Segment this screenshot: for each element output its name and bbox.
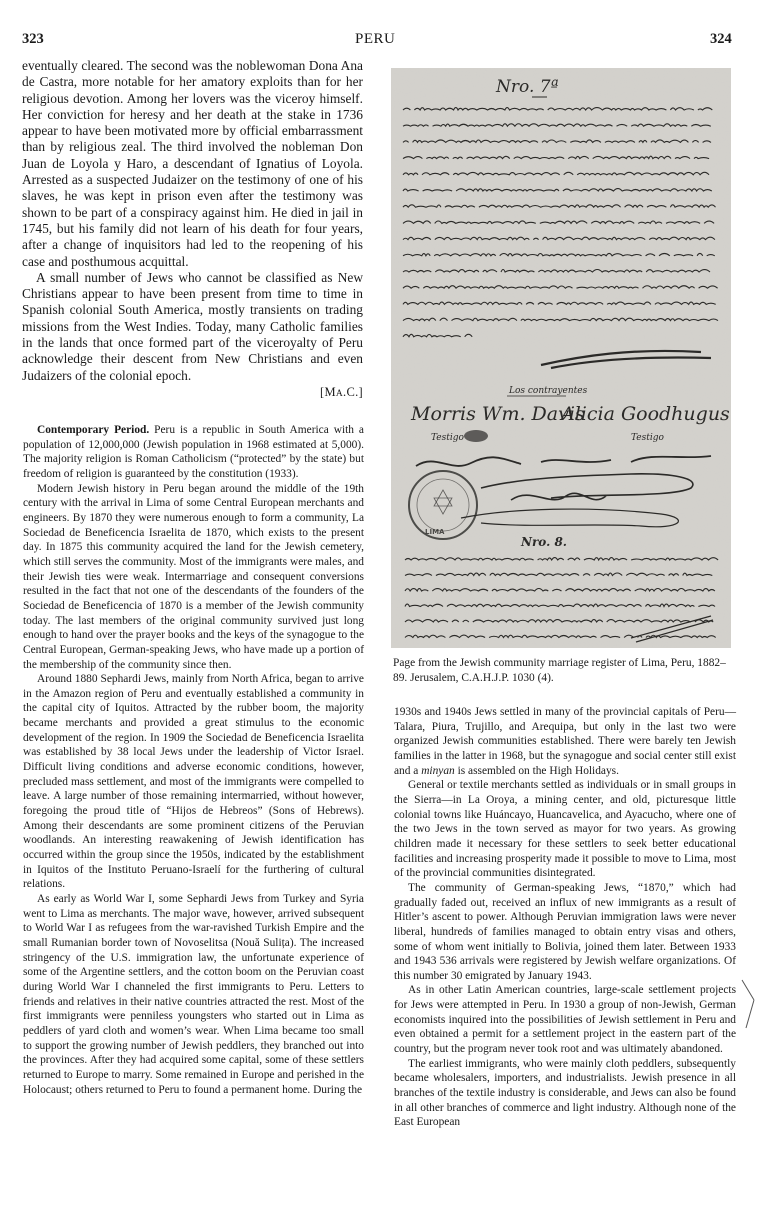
signature-open: [M: [319, 384, 336, 399]
paragraph: The community of German-speaking Jews, “1870,” which had gradually faded out, received an influx of new immigrants as a result of Hitler’s ascent to power. Although Peruvian immigration laws were never liberal, hundreds of families managed to obtain entry visas and others, some of whom went initially to Bolivia, joined them later. Between 1933 and 1943 536 arrivals were registered by Jewish welfare organizations. Of this number 30 emigrated by January 1943.: [394, 881, 736, 982]
right-column: [394, 705, 736, 1130]
left-column-lower: [23, 423, 364, 1097]
page-number-right: 324: [710, 31, 732, 47]
paragraph: The earliest immigrants, who were mainly cloth peddlers, subsequently became wholesalers, importers, and industrialists. Jewish presence in all branches of the textile industry is considerable, and Jews can also be found in all other branches of commerce and light industry. Although none of the East European: [394, 1057, 736, 1129]
figure-caption: Page from the Jewish community marriage register of Lima, Peru, 1882–89. Jerusalem, C.A.H.J.P. 1030 (4).: [393, 657, 726, 684]
paragraph-contemporary-period: [23, 423, 364, 482]
signature-bride: Alicia Goodhugus: [561, 403, 730, 425]
manuscript-heading-1: Nro. 7ª: [496, 77, 559, 97]
manuscript-heading-2: Nro. 8.: [521, 535, 567, 549]
paragraph: A small number of Jews who cannot be classified as New Christians appear to have been present from time to time in Spanish colonial South America, mostly transients on trading missions from the West Indies. Today, many Catholic families in the lands that once formed part of the viceroyalty of Peru acknowledge their descent from New Christians and even Judaizers of the colonial epoch.: [22, 269, 363, 383]
paragraph: As early as World War I, some Sephardi Jews from Turkey and Syria went to Lima as merchants. The major wave, however, arrived subsequent to World War I as refugees from the war-ravished Turkish Empire and the small Rumanian border town of Novoselitsa (Nouă Sulița). The increased stringency of the U.S. immigration law, the unfortunate experience of some of the Argentine settlers, and the cotton boom on the Peruvian coast during World War I channeled the first immigrants to Peru. Letters to friends and relatives in their native countries attracted the rest. Most of the first immigrants were penniless youngsters who started out in Lima as peddlers of yard cloth and women’s wear. When Lima became too small to support the growing number of Jewish peddlers, they branched out into the provinces. After they had acquired some capital, some of these settlers returned to Europe to marry. Some remained in Europe and perished in the Holocaust; others returned to Peru to found a permanent home. During the: [23, 893, 364, 1096]
left-column-upper: [22, 58, 363, 402]
running-head-title: PERU: [355, 31, 396, 47]
witness-label-2: Testigo: [631, 433, 664, 443]
running-head: [0, 31, 758, 51]
signature-groom: Morris Wm. Davis: [411, 403, 585, 425]
paragraph: [394, 705, 736, 778]
margin-pencil-mark: [740, 978, 758, 1030]
manuscript-figure: [391, 68, 731, 648]
witness-label-1: Testigo: [431, 433, 464, 443]
author-signature: [22, 384, 363, 402]
paragraph: As in other Latin American countries, large-scale settlement projects for Jews were attempted in Peru. In 1930 a group of non-Jewish, German economists inquired into the possibilities of Jewish settlement in Peru and even obtained a permit for a settlement project in the eastern part of the country, but the program never took root and was ultimately abandoned.: [394, 984, 736, 1056]
signature-smallcaps: A: [335, 388, 344, 399]
signature-close: .C.]: [343, 384, 363, 399]
paragraph: eventually cleared. The second was the noblewoman Dona Ana de Castra, more notable for her amatory exploits than for her religious devotion. Among her lovers was the viceroy himself. Her conviction for heresy and her death at the stake in 1736 appear to have been motivated more by official embarrassment than by religious zeal. The third involved the nobleman Don Juan de Loyola y Haro, a descendant of Ignatius of Loyola. Arrested as a suspected Judaizer on the testimony of one of his slaves, he was kept in prison even after the testimony was shown to be part of a conspiracy against him. He died in jail in 1745, but his family did not learn of his death for four years, after a change of inquisitors had led to the reopening of his case and posthumous acquittal.: [22, 58, 363, 269]
paragraph-text: is assembled on the High Holidays.: [454, 764, 619, 777]
section-heading: Contemporary Period.: [37, 424, 150, 436]
contrayentes-label: Los contrayentes: [509, 386, 588, 396]
paragraph-text: 1930s and 1940s Jews settled in many of the provincial capitals of Peru—Talara, Piura, Trujillo, and Arequipa, but only in the last two were organized Jewish communities established. There were barely ten Jewish families in the latter in 1968, but the synagogue and social center still exist and a: [394, 706, 736, 777]
paragraph-text: Peru is a republic in South America with a population of 12,000,000 (Jewish population in 1968 estimated at 5,000). The majority religion is Roman Catholicism (“protected” by the state) but freedom of religion is guaranteed by the constitution (1933).: [23, 424, 364, 480]
italic-term: minyan: [421, 764, 455, 777]
paragraph: Modern Jewish history in Peru began around the middle of the 19th century with the arrival in Lima of some Central European merchants and engineers. By 1870 they were numerous enough to form a community, La Sociedad de Beneficencia Israelita de 1870, which exists to the present day. In 1875 this community acquired the land for the Jewish cemetery, which still serves the community. Most of the immigrants were males, and their Jewish ties were weak. Intermarriage and consequent conversions resulted in the fact that not one of the descendants of the founders of the Sociedad de Beneficencia of 1870 is a member of the Jewish community today. The last members of the original community survived just long enough to hand over the prayer books and the keys of the synagogue to the Central European, German-speaking Jews, who have made up a portion of the membership of the community since then.: [23, 482, 364, 671]
manuscript-image: [391, 68, 731, 648]
seal-text: LIMA: [425, 528, 445, 536]
paragraph: Around 1880 Sephardi Jews, mainly from North Africa, began to arrive in the Amazon region of Peru and eventually established a community in the capital city of Iquitos. Attracted by the rubber boom, the majority became merchants and provided a great stimulus to the economic development of the region. In 1909 the Sociedad de Beneficencia Israelita was established by 38 local Jews under the leadership of Victor Israel. Difficult living conditions and adverse economic conditions, however, precluded mass settlement, and most of the immigrants were compelled to leave. A large number of those remaining intermarried, without however, foregoing the proud title of “Hijos de Hebreos” (Sons of Hebrews). Among their descendants are some prominent citizens of the Peruvian woodlands. An interesting reawakening of Jewish identification has occurred within the group since the 1950s, indicated by the establishment in Iquitos of the Instituto Peruano-Israelí for the furthering of cultural relations.: [23, 673, 364, 891]
paragraph: General or textile merchants settled as individuals or in small groups in the Sierra—in La Oroya, a mining center, and old, picturesque little colonial towns like Huáncayo, Huancavelica, and Ayacucho, where one of the two Jews in the town served as mayor for two years. As growing children made it necessary for these settlers to seek better educational facilities and increasing prosperity made it possible to move to Lima, most of the provincial communities disintegrated.: [394, 779, 736, 880]
page-number-left: 323: [22, 31, 44, 47]
ink-blot: [464, 430, 488, 442]
